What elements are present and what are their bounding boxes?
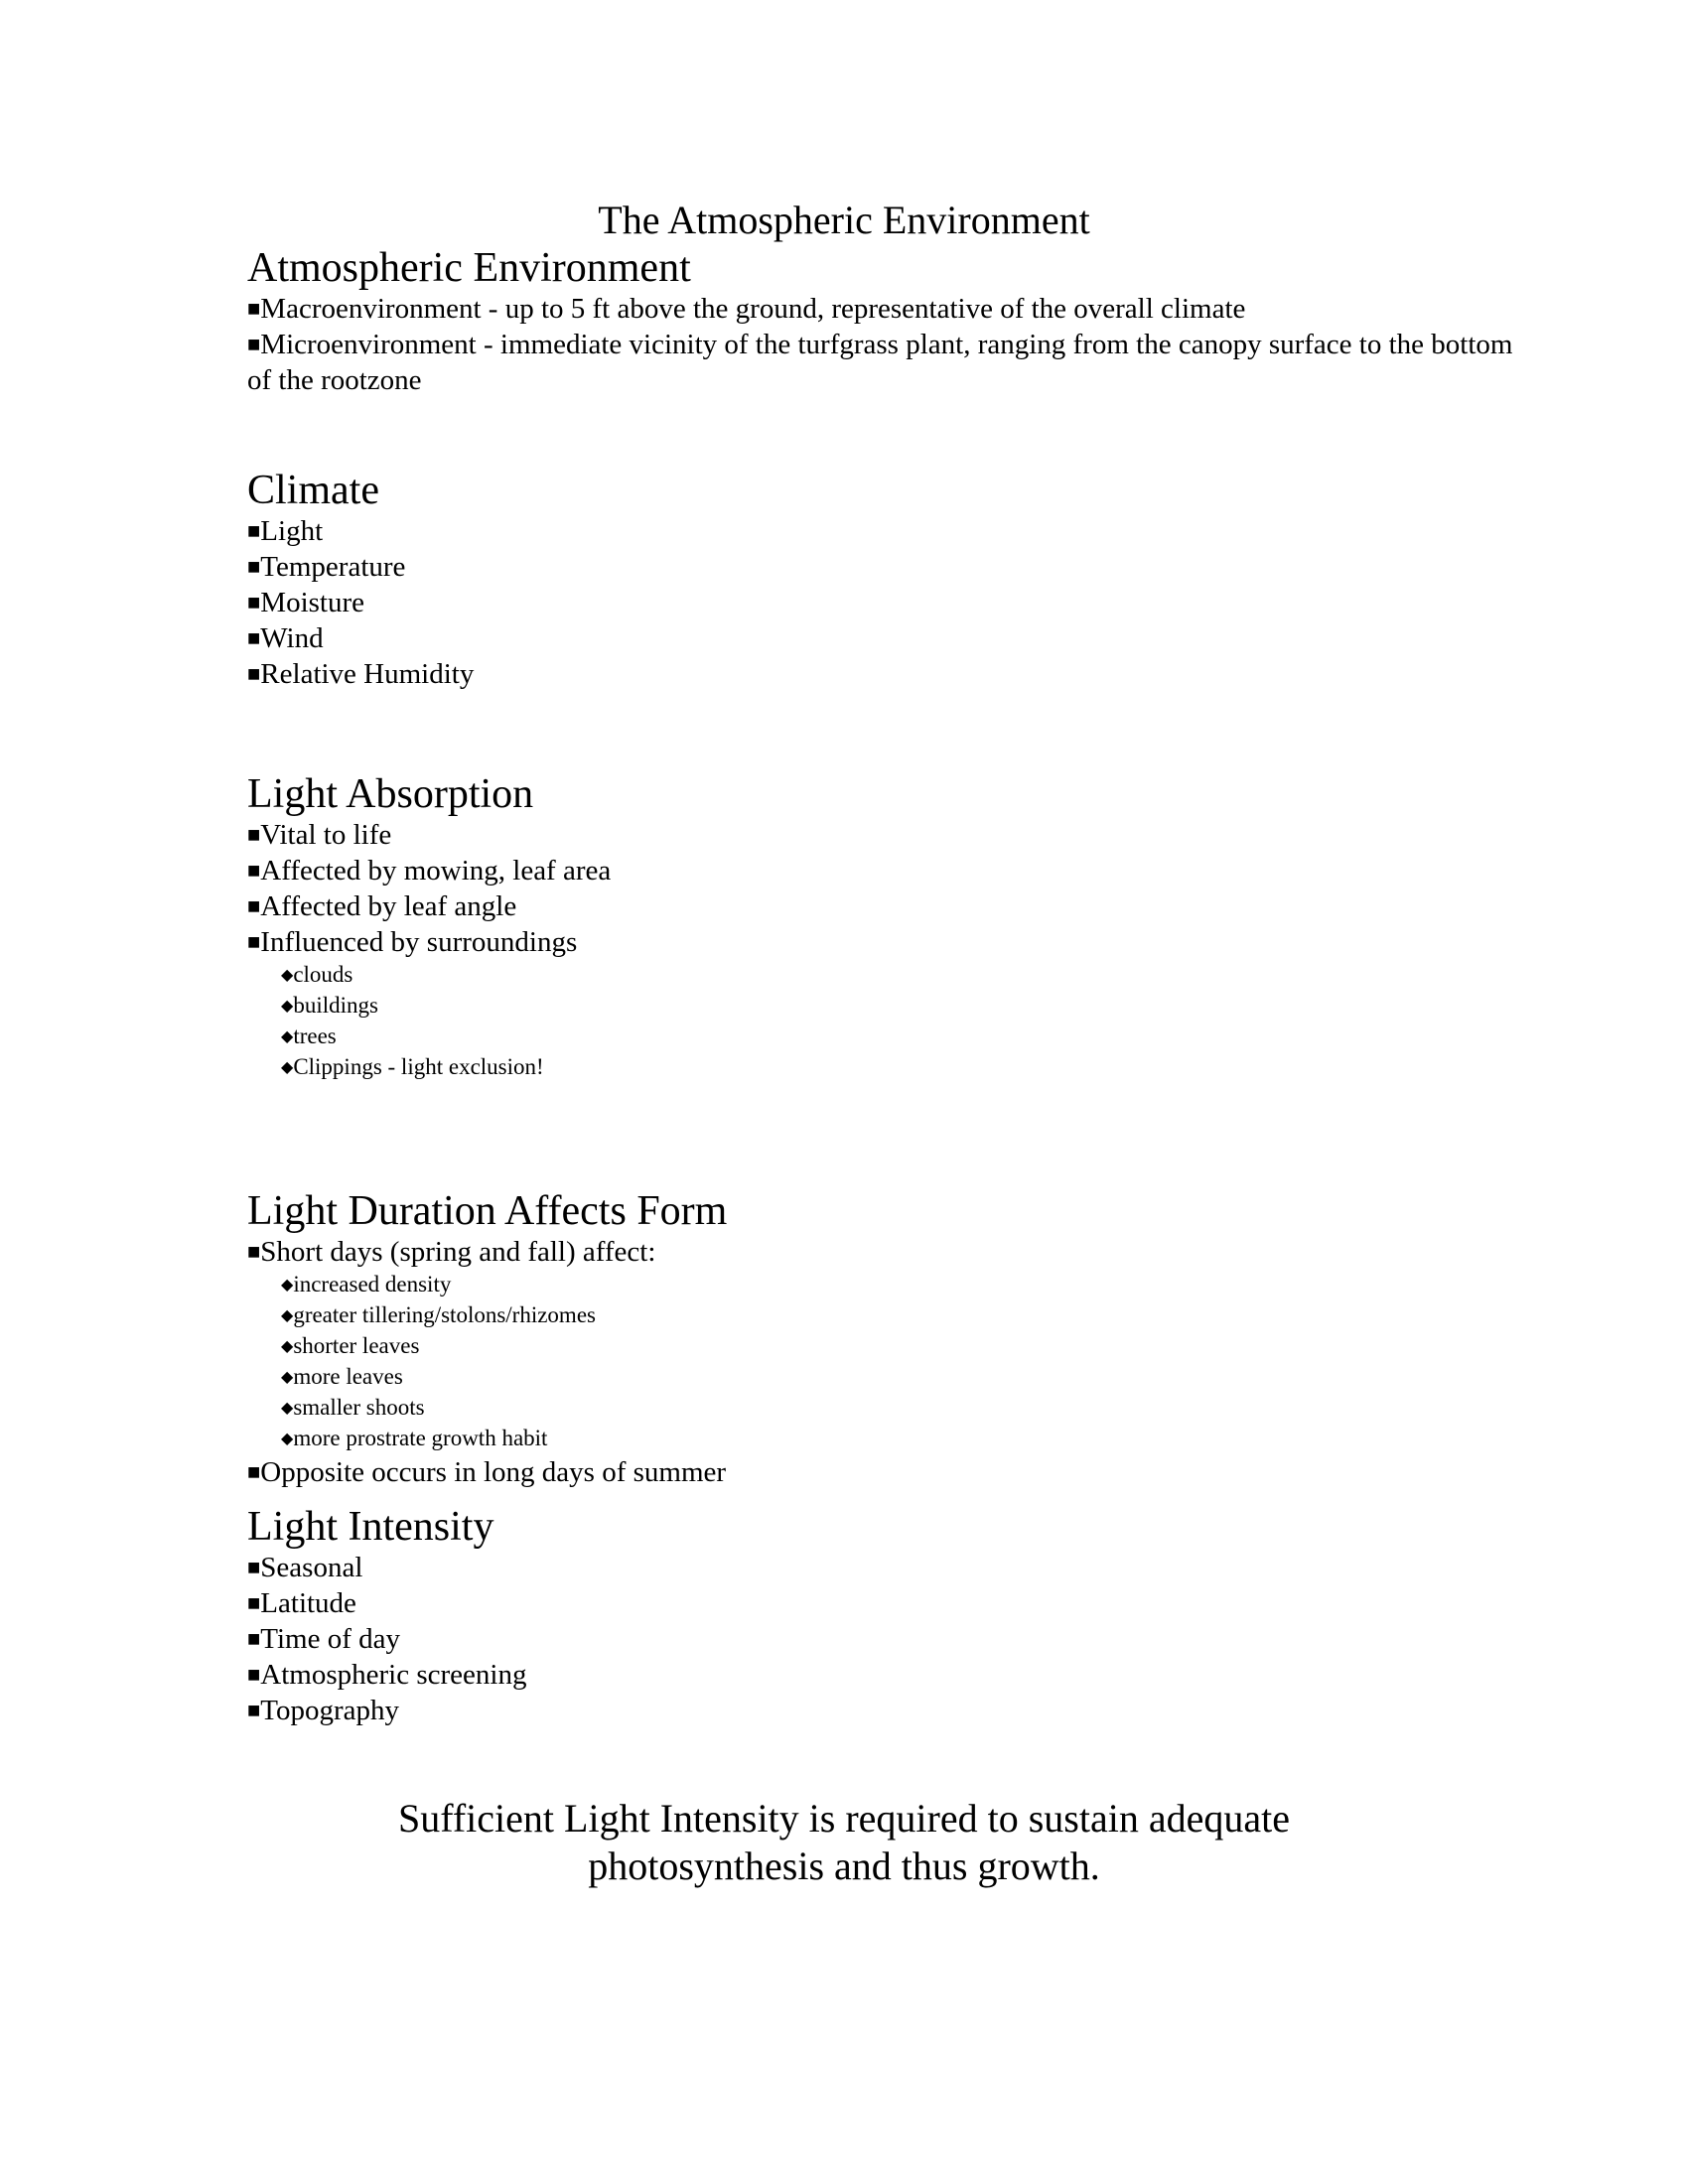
- square-bullet-icon: ■: [247, 1626, 261, 1651]
- square-bullet-icon: ■: [247, 822, 261, 847]
- diamond-bullet-icon: ◆: [281, 1028, 294, 1045]
- sub-list: [247, 1271, 1538, 1455]
- section-heading: Light Intensity: [247, 1504, 494, 1550]
- bullet-item: ■Microenvironment - immediate vicinity of the turfgrass plant, ranging from the canopy surface to the bottom of the rootzone: [247, 329, 1513, 396]
- square-bullet-icon: ■: [247, 929, 261, 954]
- sub-bullet-item: ◆trees: [281, 1024, 337, 1048]
- bullet-item: ■Atmospheric screening: [247, 1659, 527, 1691]
- diamond-bullet-icon: ◆: [281, 1307, 294, 1324]
- square-bullet-icon: ■: [247, 1698, 261, 1722]
- diamond-bullet-icon: ◆: [281, 1338, 294, 1355]
- bullet-item: ■Seasonal: [247, 1552, 363, 1583]
- conclusion-line: Sufficient Light Intensity is required to sustain adequate: [398, 1796, 1290, 1841]
- sub-bullet-item: ◆clouds: [281, 962, 353, 987]
- section-climate: [247, 467, 1538, 693]
- section-light-duration: [247, 1187, 1538, 1491]
- square-bullet-icon: ■: [247, 332, 261, 356]
- document-title: The Atmospheric Environment: [598, 198, 1090, 242]
- bullet-item: ■Opposite occurs in long days of summer: [247, 1456, 727, 1488]
- bullet-item: ■Relative Humidity: [247, 658, 475, 690]
- diamond-bullet-icon: ◆: [281, 1431, 294, 1447]
- section-heading: Light Duration Affects Form: [247, 1188, 728, 1234]
- square-bullet-icon: ■: [247, 858, 261, 883]
- sub-bullet-item: ◆increased density: [281, 1272, 452, 1297]
- section-heading: Light Absorption: [247, 771, 534, 817]
- square-bullet-icon: ■: [247, 296, 261, 321]
- diamond-bullet-icon: ◆: [281, 1369, 294, 1386]
- bullet-item: ■Latitude: [247, 1587, 356, 1619]
- section-light-intensity: [247, 1503, 1538, 1729]
- bullet-item: ■Affected by leaf angle: [247, 890, 517, 922]
- sub-bullet-item: ◆smaller shoots: [281, 1395, 425, 1420]
- diamond-bullet-icon: ◆: [281, 1277, 294, 1294]
- bullet-item: ■Wind: [247, 622, 324, 654]
- bullet-item: ■Affected by mowing, leaf area: [247, 855, 612, 887]
- square-bullet-icon: ■: [247, 1459, 261, 1484]
- square-bullet-icon: ■: [247, 1590, 261, 1615]
- sub-bullet-item: ◆more leaves: [281, 1364, 403, 1389]
- bullet-item: ■Influenced by surroundings: [247, 926, 578, 958]
- square-bullet-icon: ■: [247, 518, 261, 543]
- bullet-item: ■Light: [247, 515, 324, 547]
- square-bullet-icon: ■: [247, 625, 261, 650]
- sub-bullet-item: ◆shorter leaves: [281, 1333, 420, 1358]
- square-bullet-icon: ■: [247, 1239, 261, 1264]
- sub-bullet-item: ◆more prostrate growth habit: [281, 1426, 548, 1450]
- bullet-item: ■Temperature: [247, 551, 406, 583]
- section-heading: Atmospheric Environment: [247, 245, 691, 291]
- bullet-item: ■Moisture: [247, 587, 365, 618]
- bullet-item: ■Time of day: [247, 1623, 401, 1655]
- square-bullet-icon: ■: [247, 893, 261, 918]
- square-bullet-icon: ■: [247, 1662, 261, 1687]
- conclusion-statement: [0, 1795, 1688, 1890]
- section-light-absorption: [247, 770, 1538, 1084]
- diamond-bullet-icon: ◆: [281, 998, 294, 1015]
- square-bullet-icon: ■: [247, 1555, 261, 1579]
- sub-bullet-item: ◆buildings: [281, 993, 378, 1018]
- bullet-item: ■Topography: [247, 1695, 400, 1726]
- section-heading: Climate: [247, 468, 379, 513]
- conclusion-line: photosynthesis and thus growth.: [588, 1843, 1100, 1888]
- section-atmospheric-environment: [247, 244, 1538, 397]
- diamond-bullet-icon: ◆: [281, 967, 294, 984]
- sub-list: [247, 961, 1538, 1084]
- bullet-item: ■Macroenvironment - up to 5 ft above the ground, representative of the overall climate: [247, 293, 1246, 325]
- diamond-bullet-icon: ◆: [281, 1059, 294, 1076]
- bullet-item: ■Vital to life: [247, 819, 392, 851]
- square-bullet-icon: ■: [247, 590, 261, 614]
- sub-bullet-item: ◆greater tillering/stolons/rhizomes: [281, 1302, 596, 1327]
- sub-bullet-item: ◆Clippings - light exclusion!: [281, 1054, 544, 1079]
- square-bullet-icon: ■: [247, 661, 261, 686]
- bullet-item: ■Short days (spring and fall) affect:: [247, 1236, 656, 1268]
- square-bullet-icon: ■: [247, 554, 261, 579]
- diamond-bullet-icon: ◆: [281, 1400, 294, 1417]
